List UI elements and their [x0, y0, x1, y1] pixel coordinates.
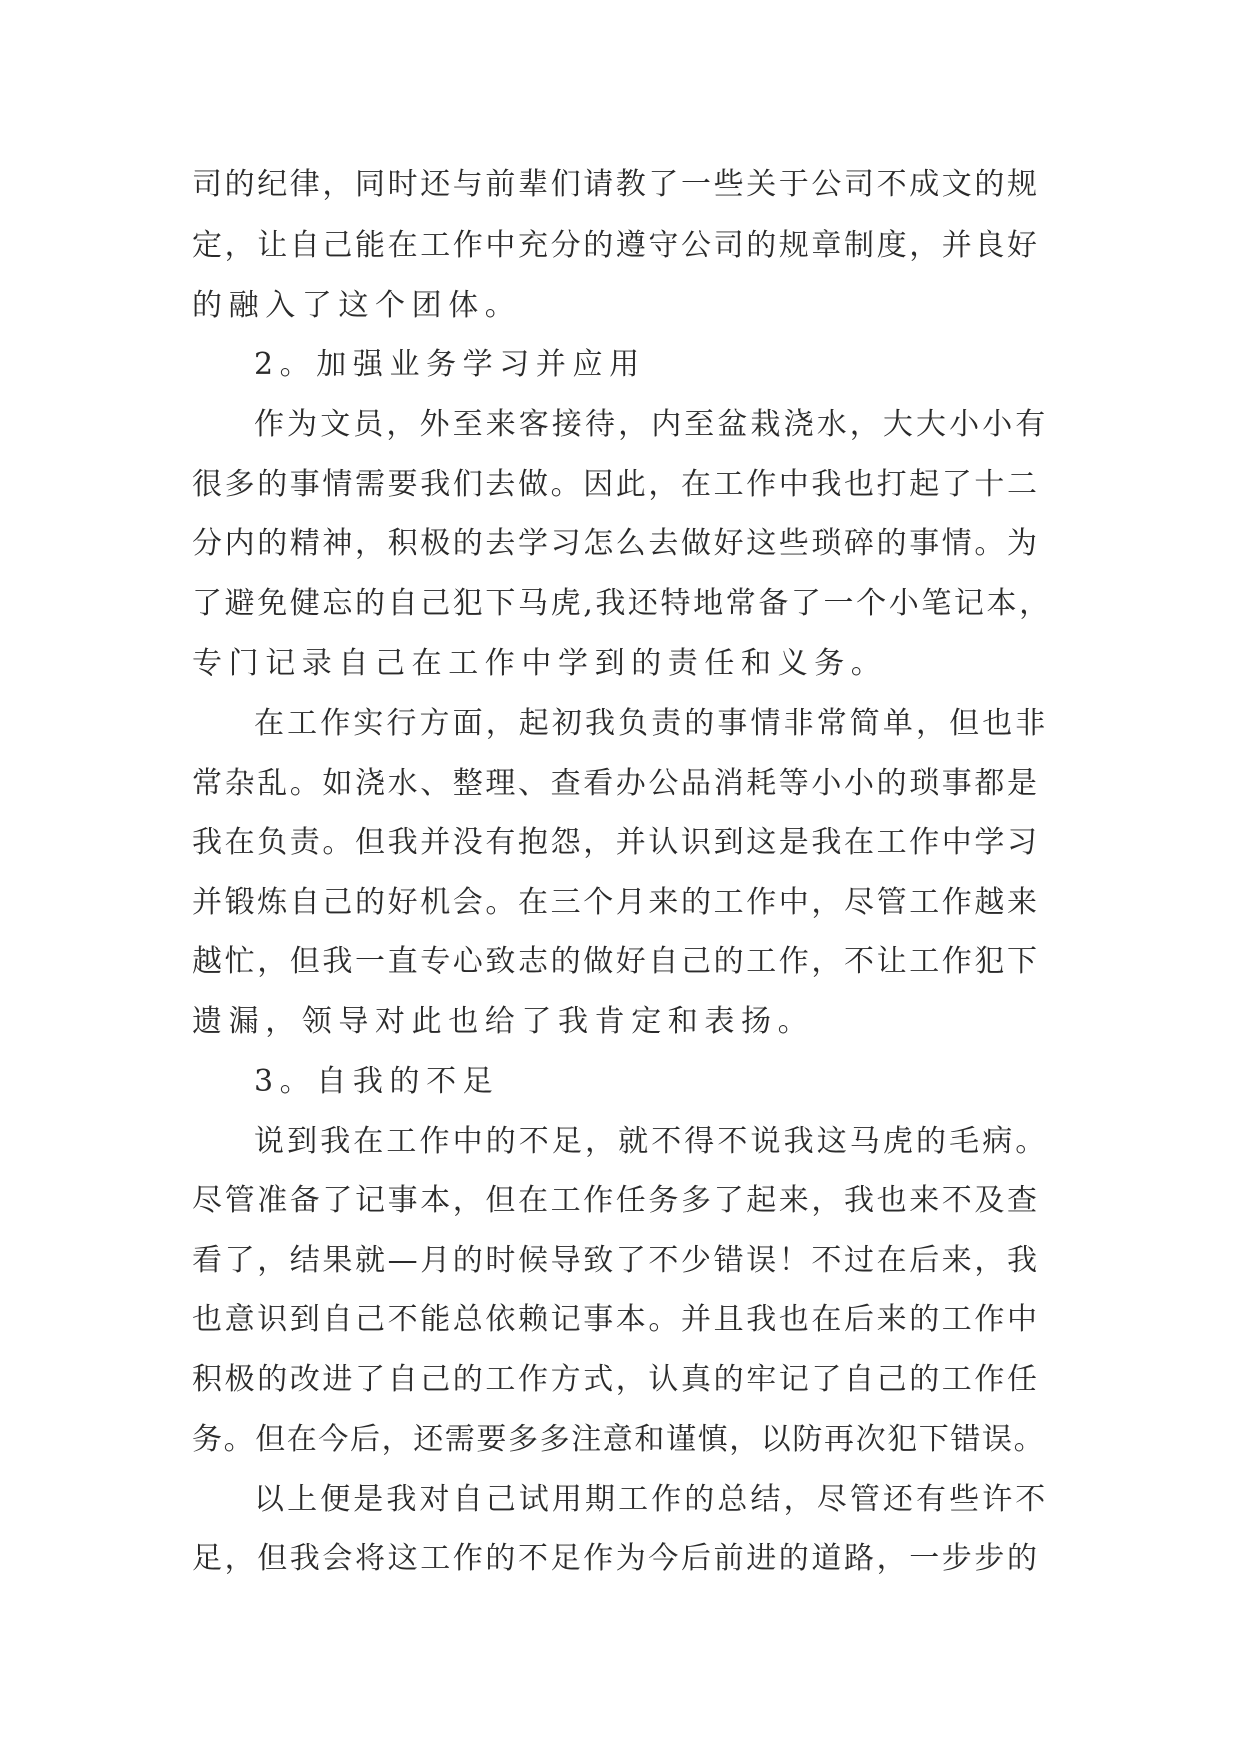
- section-heading: 3。自我的不足: [254, 1064, 500, 1099]
- text-line: 尽管准备了记事本，但在工作任务多了起来，我也来不及查: [192, 1183, 1040, 1218]
- text-line: 并锻炼自己的好机会。在三个月来的工作中，尽管工作越来: [192, 885, 1040, 920]
- text-line: 专门记录自己在工作中学到的责任和义务。: [192, 646, 888, 681]
- text-line: 定，让自己能在工作中充分的遵守公司的规章制度，并良好: [192, 228, 1040, 263]
- text-line: 常杂乱。如浇水、整理、查看办公品消耗等小小的琐事都是: [192, 766, 1040, 801]
- text-line: 务。但在今后，还需要多多注意和谨慎，以防再次犯下错误。: [192, 1422, 1046, 1457]
- text-line: 分内的精神，积极的去学习怎么去做好这些琐碎的事情。为: [192, 526, 1040, 561]
- text-line: 作为文员，外至来客接待，内至盆栽浇水，大大小小有: [254, 407, 1049, 442]
- text-line: 足，但我会将这工作的不足作为今后前进的道路，一步步的: [192, 1541, 1040, 1576]
- section-heading: 2。加强业务学习并应用: [254, 347, 646, 382]
- text-line: 也意识到自己不能总依赖记事本。并且我也在后来的工作中: [192, 1302, 1040, 1337]
- text-line: 遗漏，领导对此也给了我肯定和表扬。: [192, 1004, 815, 1039]
- text-line: 说到我在工作中的不足，就不得不说我这马虎的毛病。: [254, 1124, 1049, 1159]
- text-line: 越忙，但我一直专心致志的做好自己的工作，不让工作犯下: [192, 944, 1040, 979]
- text-line: 看了，结果就—月的时候导致了不少错误！不过在后来，我: [192, 1243, 1040, 1278]
- text-line: 在工作实行方面，起初我负责的事情非常简单，但也非: [254, 706, 1049, 741]
- text-line: 司的纪律，同时还与前辈们请教了一些关于公司不成文的规: [192, 167, 1040, 202]
- text-line: 以上便是我对自己试用期工作的总结，尽管还有些许不: [254, 1482, 1049, 1517]
- text-line: 积极的改进了自己的工作方式，认真的牢记了自己的工作任: [192, 1362, 1040, 1397]
- text-line: 的融入了这个团体。: [192, 288, 522, 323]
- text-line: 了避免健忘的自己犯下马虎,我还特地常备了一个小笔记本，: [192, 586, 1052, 621]
- text-line: 我在负责。但我并没有抱怨，并认识到这是我在工作中学习: [192, 825, 1040, 860]
- text-line: 很多的事情需要我们去做。因此，在工作中我也打起了十二: [192, 467, 1040, 502]
